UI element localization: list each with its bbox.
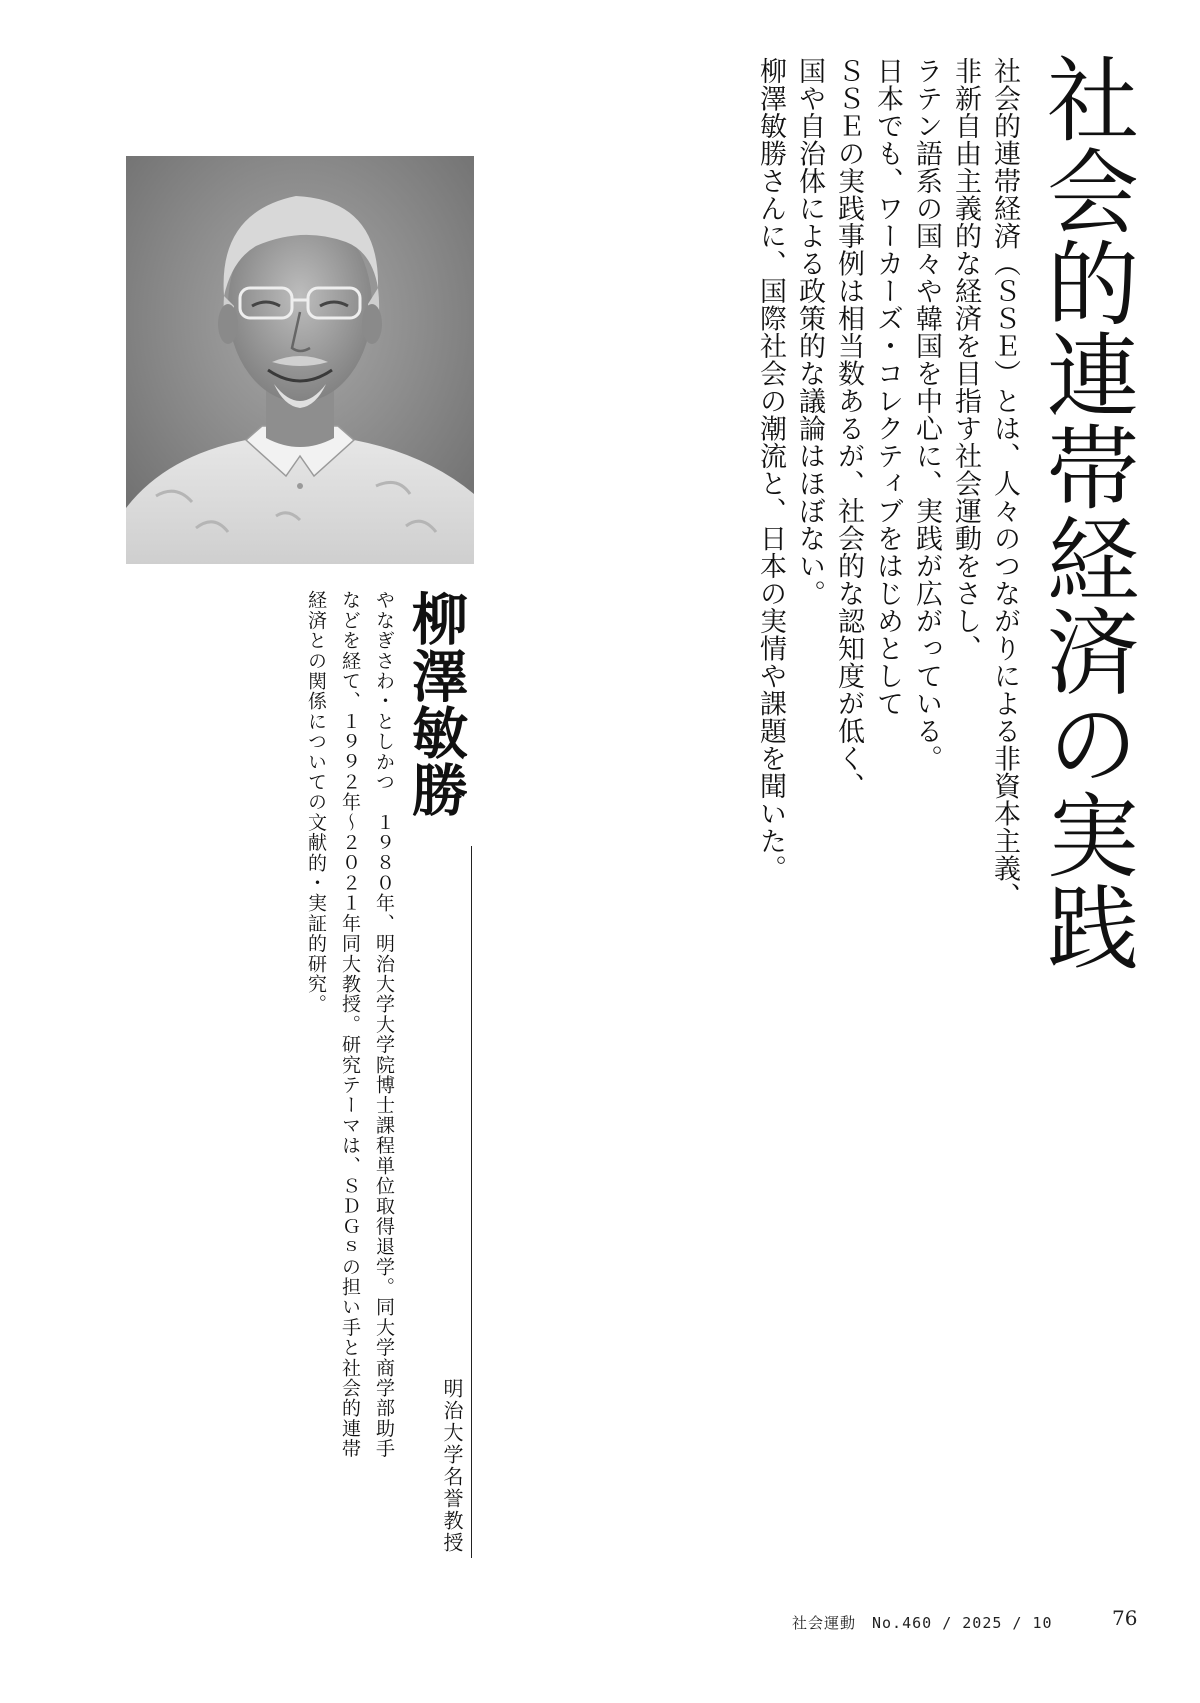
- divider-rule: [471, 846, 472, 1558]
- author-affiliation: 明治大学名誉教授: [440, 1378, 464, 1554]
- lead-line: 日本でも、ワーカーズ・コレクティブをはじめとして: [872, 57, 903, 717]
- bio-line: などを経て、１９９２年〜２０２１年同大教授。研究テーマは、ＳＤＧｓの担い手と社会的連帯: [339, 590, 361, 1459]
- lead-line: 非新自由主義的な経済を目指す社会運動をさし、: [950, 57, 981, 662]
- footer-magazine: 社会運動 No.460 / 2025 / 10: [792, 1614, 1053, 1632]
- bio-line: やなぎさわ・としかつ １９８０年、明治大学大学院博士課程単位取得退学。同大学商学部助手: [373, 590, 395, 1459]
- bio-line: 経済との関係についての文献的・実証的研究。: [305, 590, 327, 1015]
- lead-line: 国や自治体による政策的な議論はほぼない。: [794, 57, 825, 607]
- lead-line: ＳＳＥの実践事例は相当数あるが、社会的な認知度が低く、: [833, 57, 864, 800]
- page-number: 76: [1112, 1606, 1138, 1630]
- lead-line: 社会的連帯経済（ＳＳＥ）とは、人々のつながりによる非資本主義、: [989, 57, 1020, 910]
- lead-line: ラテン語系の国々や韓国を中心に、実践が広がっている。: [911, 57, 942, 772]
- portrait-photo: [126, 156, 474, 564]
- lead-line: 柳澤敏勝さんに、国際社会の潮流と、日本の実情や課題を聞いた。: [755, 57, 786, 882]
- author-name: 柳澤敏勝: [403, 590, 468, 818]
- article-title: 社会的連帯経済の実践: [1032, 52, 1139, 972]
